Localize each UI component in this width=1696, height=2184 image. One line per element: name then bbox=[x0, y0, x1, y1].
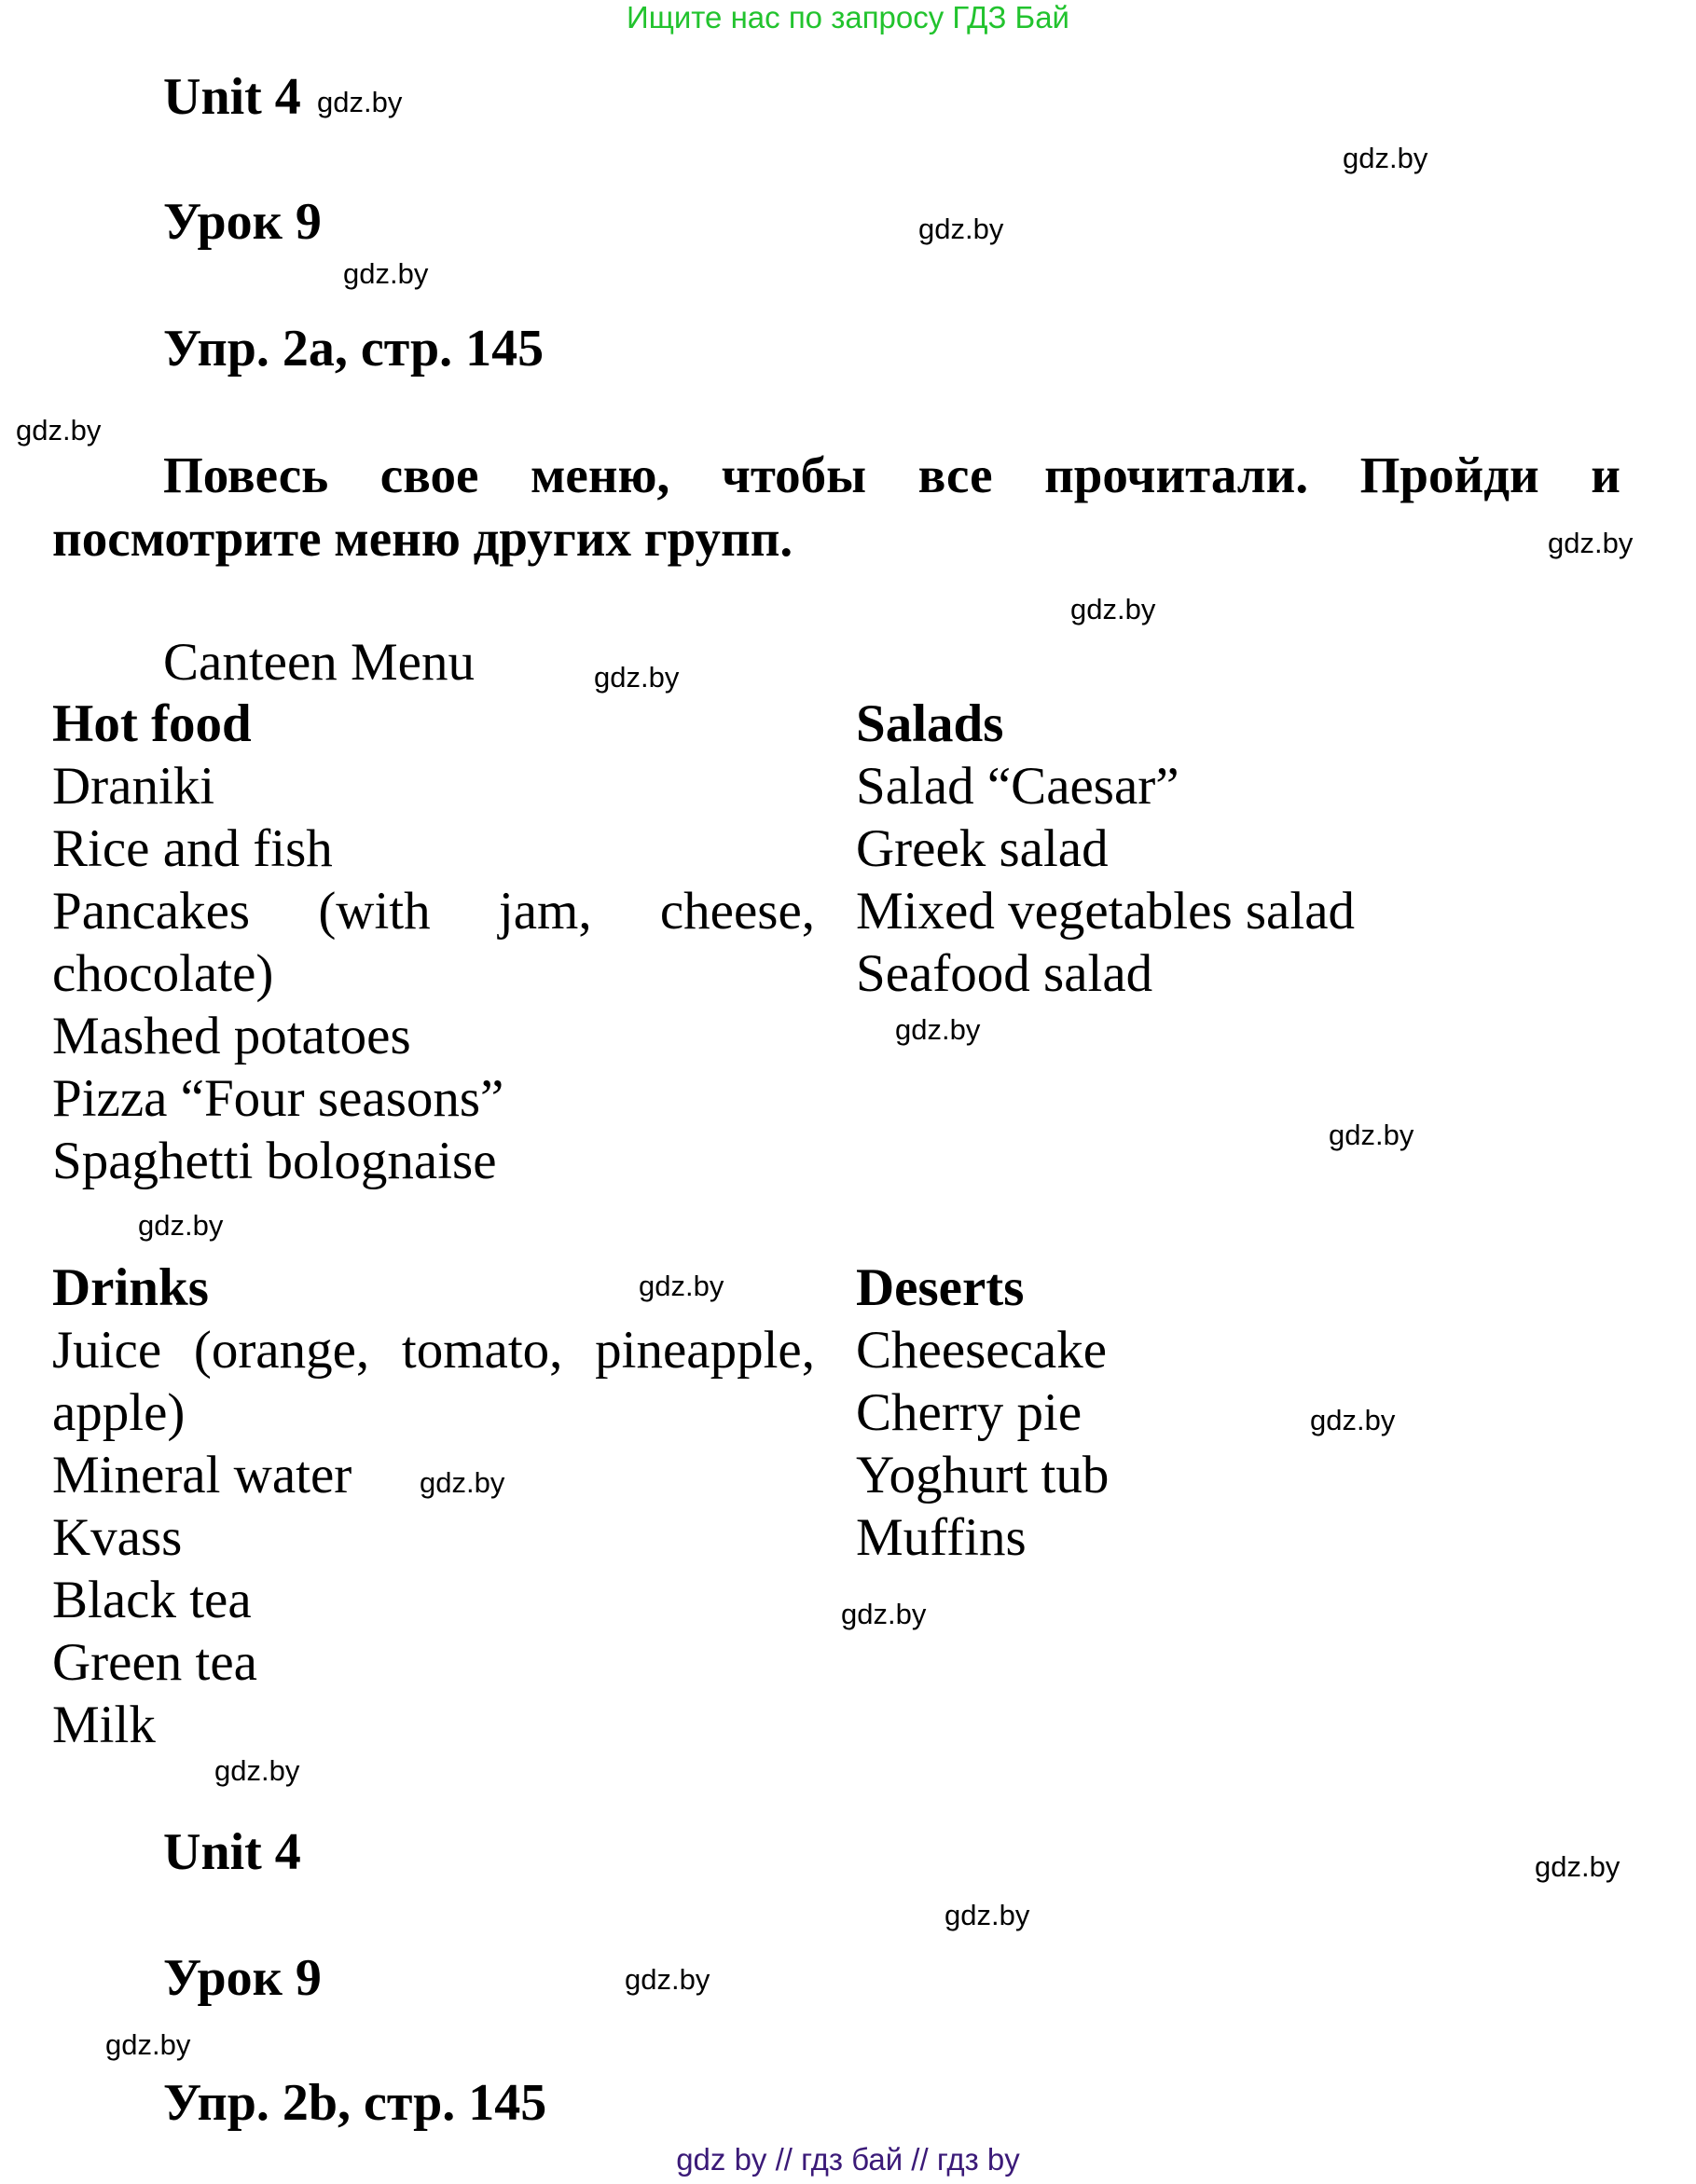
menu-item: Black tea bbox=[52, 1571, 252, 1629]
menu-item-pancakes-line-1 bbox=[52, 880, 815, 942]
lesson-heading: Урок 9 bbox=[163, 193, 322, 251]
watermark: gdz.by bbox=[317, 86, 403, 118]
watermark: gdz.by bbox=[1548, 527, 1634, 559]
menu-word: Juice bbox=[52, 1321, 162, 1380]
top-banner: Ищите нас по запросу ГДЗ Бай bbox=[627, 0, 1069, 34]
menu-item-pancakes-line-2: chocolate) bbox=[52, 944, 274, 1003]
instruction-word: прочитали. bbox=[1044, 446, 1309, 503]
instruction-word: Пройди bbox=[1359, 446, 1539, 503]
watermark: gdz.by bbox=[918, 213, 1004, 245]
watermark: gdz.by bbox=[639, 1270, 724, 1302]
unit-heading: Unit 4 bbox=[163, 68, 301, 126]
drinks-heading: Drinks bbox=[52, 1258, 209, 1317]
hot-food-section bbox=[52, 693, 815, 1192]
menu-item: Cheesecake bbox=[856, 1321, 1107, 1380]
hot-food-heading: Hot food bbox=[52, 694, 252, 753]
watermark: gdz.by bbox=[138, 1209, 224, 1242]
menu-item: Milk bbox=[52, 1696, 156, 1754]
menu-item: Rice and fish bbox=[52, 819, 333, 878]
footer-links: gdz by // гдз бай // гдз by bbox=[676, 2142, 1020, 2177]
menu-item: Salad “Caesar” bbox=[856, 757, 1179, 816]
menu-item: Mixed vegetables salad bbox=[856, 882, 1355, 941]
menu-item: Mashed potatoes bbox=[52, 1007, 411, 1065]
instruction-word: свое bbox=[379, 446, 479, 503]
menu-item: Seafood salad bbox=[856, 944, 1153, 1003]
watermark: gdz.by bbox=[625, 1963, 710, 1996]
menu-item-juice-line-1 bbox=[52, 1319, 815, 1381]
unit-heading-2: Unit 4 bbox=[163, 1823, 301, 1881]
menu-word: (orange, bbox=[193, 1321, 370, 1380]
watermark: gdz.by bbox=[214, 1754, 300, 1787]
menu-item: Cherry pie bbox=[856, 1383, 1082, 1442]
instruction-word: чтобы bbox=[721, 446, 867, 503]
menu-item: Yoghurt tub bbox=[856, 1446, 1110, 1504]
watermark: gdz.by bbox=[1310, 1404, 1396, 1436]
watermark: gdz.by bbox=[1329, 1119, 1414, 1151]
watermark: gdz.by bbox=[343, 257, 429, 290]
instruction-word: все bbox=[917, 446, 993, 503]
watermark: gdz.by bbox=[945, 1899, 1030, 1931]
salads-section bbox=[856, 693, 1602, 1005]
deserts-section bbox=[856, 1257, 1602, 1569]
watermark: gdz.by bbox=[1343, 142, 1428, 174]
lesson-heading-2: Урок 9 bbox=[163, 1949, 322, 2007]
menu-word: cheese, bbox=[659, 882, 815, 941]
instruction-word: меню, bbox=[530, 446, 670, 503]
menu-item-juice-line-2: apple) bbox=[52, 1383, 186, 1442]
menu-item: Pizza “Four seasons” bbox=[52, 1069, 504, 1128]
menu-item: Kvass bbox=[52, 1508, 183, 1567]
watermark: gdz.by bbox=[895, 1013, 981, 1046]
menu-word: pineapple, bbox=[595, 1321, 815, 1380]
menu-title: Canteen Menu bbox=[163, 633, 475, 692]
instruction-word: Повесь bbox=[163, 446, 329, 503]
menu-word: Pancakes bbox=[52, 882, 251, 941]
watermark: gdz.by bbox=[16, 414, 102, 446]
watermark: gdz.by bbox=[594, 661, 680, 694]
watermark: gdz.by bbox=[105, 2028, 191, 2061]
watermark: gdz.by bbox=[420, 1466, 505, 1499]
instruction-word: и bbox=[1591, 446, 1620, 503]
deserts-heading: Deserts bbox=[856, 1258, 1025, 1317]
watermark: gdz.by bbox=[841, 1598, 927, 1630]
instruction-line-2: посмотрите меню других групп. bbox=[52, 510, 793, 567]
menu-word: (with bbox=[318, 882, 431, 941]
menu-item: Spaghetti bolognaise bbox=[52, 1132, 497, 1190]
menu-item: Mineral water bbox=[52, 1446, 352, 1504]
menu-word: tomato, bbox=[401, 1321, 563, 1380]
menu-item: Draniki bbox=[52, 757, 215, 816]
instruction-line-1 bbox=[163, 446, 1620, 504]
drinks-section bbox=[52, 1257, 815, 1756]
watermark: gdz.by bbox=[1070, 593, 1156, 625]
menu-item: Muffins bbox=[856, 1508, 1027, 1567]
menu-item: Green tea bbox=[52, 1633, 257, 1692]
exercise-heading: Упр. 2a, стр. 145 bbox=[163, 320, 545, 378]
menu-item: Greek salad bbox=[856, 819, 1109, 878]
watermark: gdz.by bbox=[1535, 1850, 1620, 1883]
salads-heading: Salads bbox=[856, 694, 1004, 753]
menu-word: jam, bbox=[498, 882, 592, 941]
exercise-heading-2: Упр. 2b, стр. 145 bbox=[163, 2074, 547, 2132]
